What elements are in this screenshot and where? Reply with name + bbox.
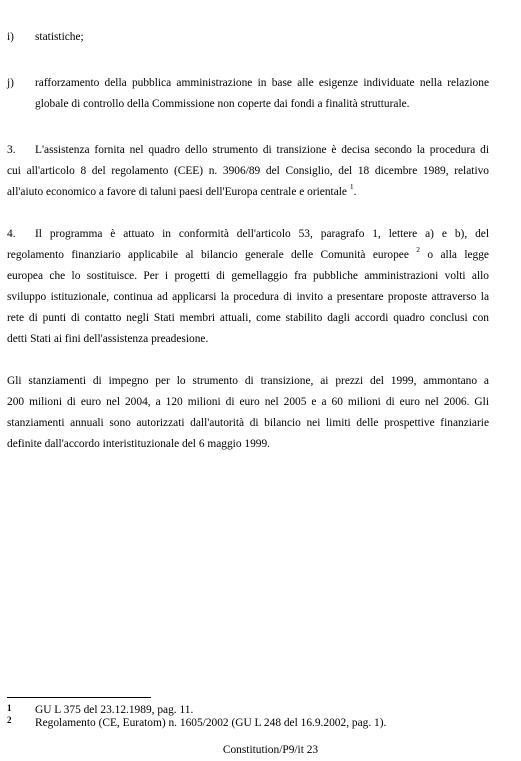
para-5-line-3: stanziamenti annuali sono autorizzati dall'autorità di bilancio nei limiti delle prospettive finanziarie [7,417,489,429]
item-i-text: statistiche; [35,31,84,43]
para-4-line-4: sviluppo istituzionale, continua ad applicarsi la procedura di invito a presentare proposte attraverso la [7,291,489,303]
footnote-1-text: GU L 375 del 23.12.1989, pag. 11. [35,704,194,716]
footnote-separator [7,697,151,698]
para-5-line-1: Gli stanziamenti di impegno per lo strumento di transizione, ai prezzi del 1999, ammontano a [7,375,489,387]
item-j-line-2: globale di controllo della Commissione non coperte dai fondi a finalità strutturale. [35,98,410,110]
para-4-line-1: Il programma è attuato in conformità dell'articolo 53, paragrafo 1, lettere a) e b), del [35,228,489,240]
para-3-number: 3. [7,144,16,156]
para-4-line-6: detti Stati ai fini dell'assistenza preadesione. [7,333,209,345]
item-j-line-1: rafforzamento della pubblica amministrazione in base alle esigenze individuate nella relazione [35,77,489,89]
para-3-line-3-end: . [353,186,357,198]
footnote-ref-1: 1 [349,182,354,192]
para-4-line-3: europea che lo sostituisce. Per i progetti di gemellaggio fra pubbliche amministrazioni volti allo [7,270,489,282]
para-5-line-4: definite dall'accordo interistituzionale del 6 maggio 1999. [7,438,271,450]
item-i-label: i) [7,31,14,43]
para-4-line-5: rete di punti di contatto negli Stati membri attuali, come stabilito dagli accordi quadro conclusi con [7,312,489,324]
item-j-label: j) [7,77,14,89]
para-3-line-1: L'assistenza fornita nel quadro dello strumento di transizione è decisa secondo la procedura di [35,144,489,156]
para-5-line-2: 200 milioni di euro nel 2004, a 120 milioni di euro nel 2005 e a 60 milioni di euro nel 2006. Gli [7,396,489,408]
footnote-1-number: 1 [7,703,12,713]
para-4-line-2 [7,245,489,262]
footnote-ref-2: 2 [416,245,421,255]
para-4-line-2b: o alla legge [427,249,489,261]
footnote-2-number: 2 [7,715,12,725]
para-3-line-3 [7,182,489,199]
para-4-line-2a: regolamento finanziario applicabile al bilancio generale delle Comunità europee [7,249,409,261]
para-4-number: 4. [7,228,16,240]
footnote-2-text: Regolamento (CE, Euratom) n. 1605/2002 (GU L 248 del 16.9.2002, pag. 1). [35,717,387,729]
para-3-line-2: cui all'articolo 8 del regolamento (CEE) n. 3906/89 del Consiglio, del 18 dicembre 1989, relativo [7,165,489,177]
para-3-line-3-text: all'aiuto economico a favore di taluni paesi dell'Europa centrale e orientale [7,186,347,198]
page-footer: Constitution/P9/it 23 [222,744,319,756]
